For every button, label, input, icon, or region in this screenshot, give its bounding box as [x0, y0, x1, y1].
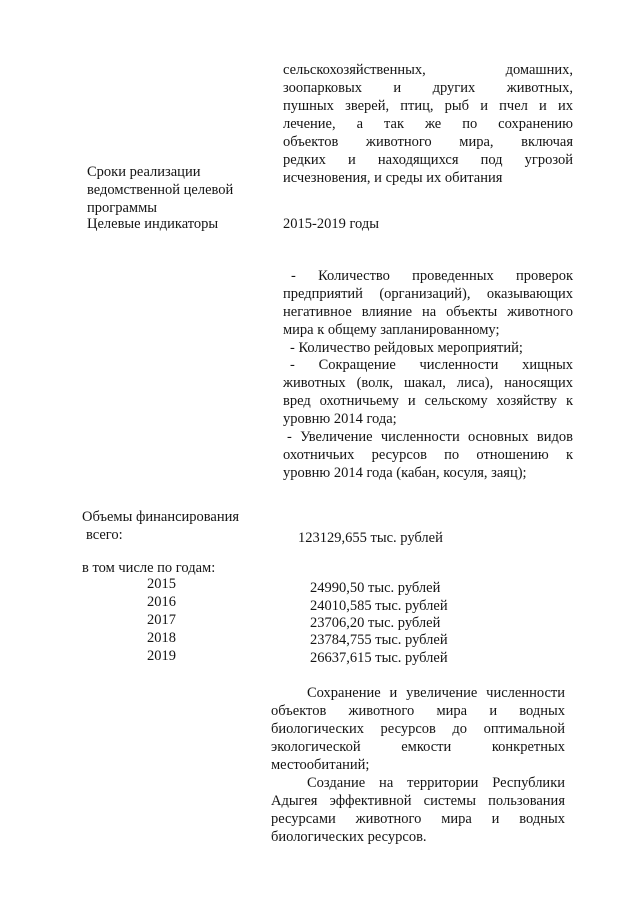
purpose-line: лечение, а так же по сохранению	[283, 116, 573, 132]
indicator-line: - Количество рейдовых мероприятий;	[290, 340, 523, 356]
purpose-line: редких и находящихся под угрозой	[283, 152, 573, 168]
financing-year: 2019	[147, 648, 176, 664]
results-line: экологической емкости конкретных	[271, 739, 565, 755]
results-line: объектов животного мира и водных	[271, 703, 565, 719]
indicators-label: Целевые индикаторы	[87, 216, 219, 232]
financing-amount: 24990,50 тыс. рублей	[310, 580, 441, 596]
indicator-line: негативное влияние на объекты животного	[283, 304, 573, 320]
financing-year: 2018	[147, 630, 176, 646]
indicator-line: животных (волк, шакал, лиса), наносящих	[283, 375, 573, 391]
financing-total-value: 123129,655 тыс. рублей	[298, 530, 443, 546]
financing-label: Объемы финансирования	[82, 509, 240, 525]
terms-value: 2015-2019 годы	[283, 216, 379, 232]
indicator-line: - Количество проведенных проверок	[291, 268, 573, 284]
indicator-line: - Увеличение численности основных видов	[287, 429, 573, 445]
financing-year: 2017	[147, 612, 176, 628]
results-line: местообитаний;	[271, 757, 370, 773]
indicator-line: предприятий (организаций), оказывающих	[283, 286, 573, 302]
indicator-line: уровню 2014 года;	[283, 411, 397, 427]
purpose-line: зоопарковых и других животных,	[283, 80, 573, 96]
results-line: Сохранение и увеличение численности	[307, 685, 565, 701]
terms-label-line: Сроки реализации	[87, 164, 201, 180]
results-line: биологических ресурсов.	[271, 829, 427, 845]
results-line: ресурсами животного мира и водных	[271, 811, 565, 827]
results-line: Адыгея эффективной системы пользования	[271, 793, 565, 809]
indicator-line: уровню 2014 года (кабан, косуля, заяц);	[283, 465, 527, 481]
financing-year: 2015	[147, 576, 176, 592]
financing-amount: 26637,615 тыс. рублей	[310, 650, 448, 666]
indicator-line: охотничьих ресурсов по отношению к	[283, 447, 573, 463]
purpose-line: объектов животного мира, включая	[283, 134, 573, 150]
financing-amount: 23706,20 тыс. рублей	[310, 615, 441, 631]
financing-amount: 23784,755 тыс. рублей	[310, 632, 448, 648]
results-line: биологических ресурсов до оптимальной	[271, 721, 565, 737]
indicator-line: мира к общему запланированному;	[283, 322, 500, 338]
purpose-line: сельскохозяйственных, домашних,	[283, 62, 573, 78]
purpose-line: исчезновения, и среды их обитания	[283, 170, 503, 186]
results-line: Создание на территории Республики	[307, 775, 565, 791]
financing-amount: 24010,585 тыс. рублей	[310, 598, 448, 614]
indicator-line: вред охотничьему и сельскому хозяйству к	[283, 393, 573, 409]
terms-label-line: ведомственной целевой	[87, 182, 234, 198]
terms-label-line: программы	[87, 200, 157, 216]
financing-by-years-label: в том числе по годам:	[82, 560, 216, 576]
indicator-line: - Сокращение численности хищных	[290, 357, 573, 373]
purpose-line: пушных зверей, птиц, рыб и пчел и их	[283, 98, 573, 114]
financing-total-label: всего:	[86, 527, 123, 543]
financing-year: 2016	[147, 594, 176, 610]
